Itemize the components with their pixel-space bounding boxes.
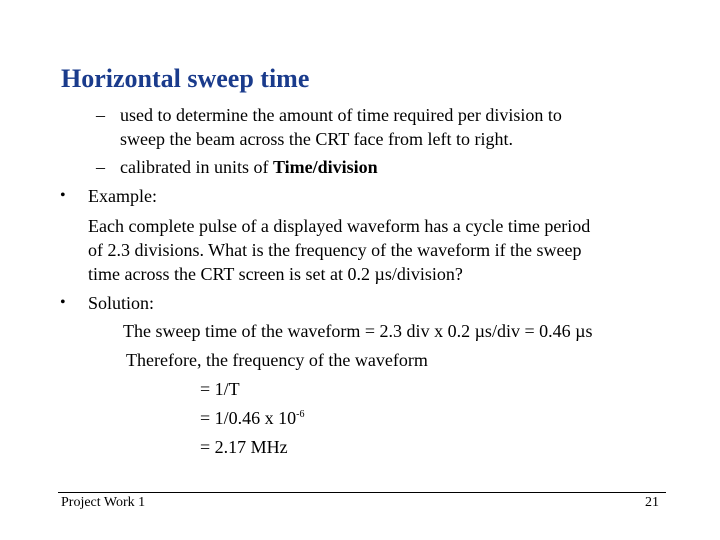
solution-step-1: = 1/T (200, 379, 240, 399)
solution-line-2: Therefore, the frequency of the waveform (126, 350, 428, 370)
bullet-marker: • (60, 294, 66, 311)
sub-bullet-1-line-1: used to determine the amount of time required per division to (120, 105, 562, 125)
example-line-2: of 2.3 divisions. What is the frequency of the waveform if the sweep (88, 240, 582, 260)
solution-heading: Solution: (88, 293, 155, 313)
example-heading: Example: (88, 186, 157, 206)
example-line-3: time across the CRT screen is set at 0.2 µs/division? (88, 264, 463, 284)
bullet-marker: • (60, 187, 66, 204)
solution-step-2-base: = 1/0.46 x 10 (200, 408, 297, 428)
solution-step-3: = 2.17 MHz (200, 437, 288, 457)
footer-label: Project Work 1 (61, 495, 146, 510)
example-line-1: Each complete pulse of a displayed waveform has a cycle time period (88, 216, 591, 236)
sub-bullet-1-line-2: sweep the beam across the CRT face from left to right. (120, 129, 513, 149)
dash-marker: – (96, 105, 105, 125)
sub-bullet-2-bold: Time/division (272, 157, 378, 177)
dash-marker: – (96, 157, 105, 177)
page-number: 21 (645, 495, 659, 510)
sub-bullet-2-text: calibrated in units of (120, 157, 273, 177)
slide-title: Horizontal sweep time (61, 64, 310, 93)
footer-divider (58, 492, 666, 493)
sub-bullet-2 (120, 156, 378, 178)
solution-step-2 (200, 407, 305, 429)
solution-step-2-exponent: -6 (296, 409, 305, 420)
solution-line-1: The sweep time of the waveform = 2.3 div x 0.2 µs/div = 0.46 µs (123, 321, 593, 341)
